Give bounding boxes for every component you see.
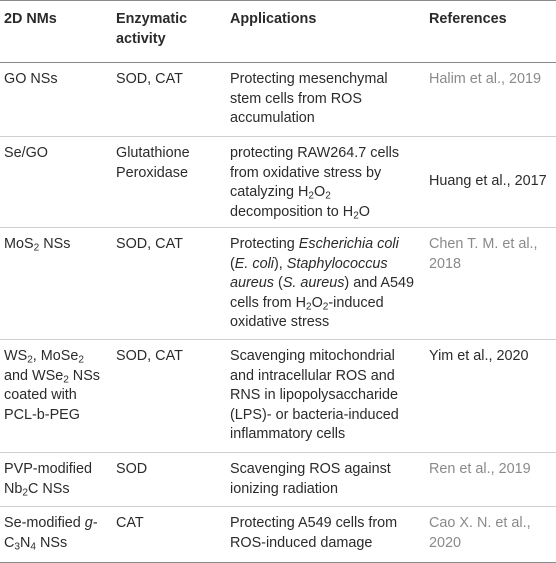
header-applications: Applications [226, 1, 425, 63]
cell-nm: GO NSs [0, 63, 112, 137]
cell-application: Protecting Escherichia coli (E. coli), Staphylococcus aureus (S. aureus) and A549 cells from $H_2O_2$-induced oxidative stress [226, 228, 425, 340]
cell-activity: SOD, CAT [112, 340, 226, 453]
table-row [0, 507, 556, 563]
table-row [0, 63, 556, 137]
cell-nm: Se-modified $g-C_3N_4$ NSs [0, 507, 112, 563]
header-enzymatic-activity: Enzymatic activity [112, 1, 226, 63]
table-row [0, 137, 556, 228]
cell-activity: SOD [112, 453, 226, 507]
cell-reference[interactable]: Huang et al., 2017 [425, 137, 556, 228]
cell-activity: SOD, CAT [112, 63, 226, 137]
cell-nm: MoS$_2$ NSs [0, 228, 112, 340]
cell-reference[interactable]: Chen T. M. et al., 2018 [425, 228, 556, 340]
cell-reference[interactable]: Yim et al., 2020 [425, 340, 556, 453]
header-2d-nms: 2D NMs [0, 1, 112, 63]
header-row [0, 1, 556, 63]
cell-reference[interactable]: Halim et al., 2019 [425, 63, 556, 137]
cell-nm: $WS_2$, MoSe$_2$ and WSe$_2$ NSs coated with PCL-b-PEG [0, 340, 112, 453]
table-row [0, 453, 556, 507]
cell-reference[interactable]: Cao X. N. et al., 2020 [425, 507, 556, 563]
cell-application: protecting RAW264.7 cells from oxidative stress by catalyzing $H_2O_2$ decomposition to $H_2O$ [226, 137, 425, 228]
cell-activity: CAT [112, 507, 226, 563]
table-row [0, 228, 556, 340]
cell-activity: SOD, CAT [112, 228, 226, 340]
cell-application: Scavenging mitochondrial and intracellular ROS and RNS in lipopolysaccharide (LPS)- or bacteria-induced inflammatory cells [226, 340, 425, 453]
cell-application: Scavenging ROS against ionizing radiation [226, 453, 425, 507]
cell-nm: Se/GO [0, 137, 112, 228]
cell-reference[interactable]: Ren et al., 2019 [425, 453, 556, 507]
header-references: References [425, 1, 556, 63]
table-row [0, 340, 556, 453]
cell-application: Protecting A549 cells from ROS-induced damage [226, 507, 425, 563]
cell-application: Protecting mesenchymal stem cells from ROS accumulation [226, 63, 425, 137]
cell-nm: PVP-modified $Nb_2C$ NSs [0, 453, 112, 507]
cell-activity: Glutathione Peroxidase [112, 137, 226, 228]
